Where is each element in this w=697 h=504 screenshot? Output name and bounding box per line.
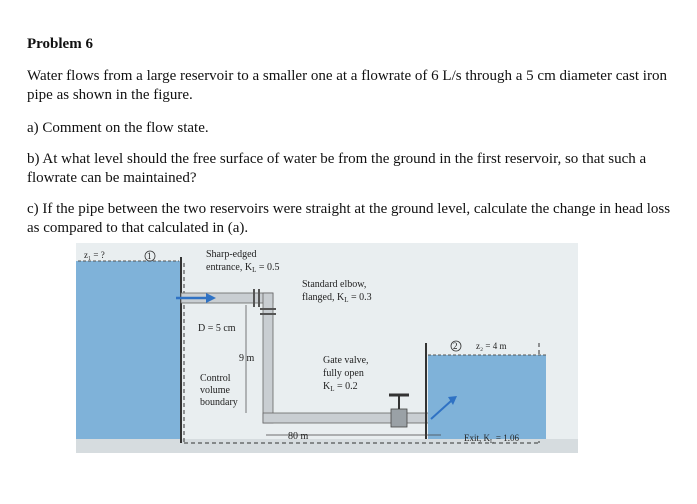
point-2-label: 2 (453, 341, 458, 351)
entrance-label-line1: Sharp-edged (206, 249, 257, 260)
part-c: c) If the pipe between the two reservoirs were straight at the ground level, calculate the change in head loss as compared to that calculated in (a). (27, 201, 671, 236)
control-volume-label-line3: boundary (200, 397, 238, 408)
vertical-length-label: 9 m (239, 353, 255, 364)
pipe-lower-horizontal (263, 413, 443, 423)
valve-label-line3: $K_L = 0.2$ (323, 381, 358, 393)
pipe-system-figure (76, 243, 578, 453)
part-a: a) Comment on the flow state. (27, 120, 209, 136)
z2-label: z₂ = 4 m (476, 341, 507, 351)
elbow-label-line1: Standard elbow, (302, 279, 367, 290)
valve-label-line1: Gate valve, (323, 355, 369, 366)
problem-intro: Water flows from a large reservoir to a smaller one at a flowrate of 6 L/s through a 5 cm diameter cast iron pipe as shown in the figure. (27, 68, 667, 103)
control-volume-label-line2: volume (200, 385, 230, 396)
part-b: b) At what level should the free surface of water be from the ground in the first reservoir, so that such a flowrate can be maintained? (27, 151, 647, 186)
z1-label: z₁ = ? (84, 250, 105, 260)
control-volume-label-line1: Control (200, 373, 231, 384)
gate-valve-body (391, 409, 407, 427)
elbow-label-line2: flanged, $K_L = 0.3$ (302, 292, 372, 304)
point-1-label: 1 (147, 251, 152, 261)
exit-label: Exit, $K_L = 1.06$ (464, 433, 519, 445)
problem-title: Problem 6 (27, 36, 93, 52)
diameter-label: D = 5 cm (198, 323, 236, 334)
reservoir-2-water (428, 355, 546, 439)
pipe-vertical (263, 293, 273, 423)
horizontal-length-label: 80 m (288, 431, 309, 442)
entrance-label-line2: entrance, $K_L = 0.5$ (206, 262, 280, 274)
reservoir-1-water (76, 261, 181, 439)
valve-label-line2: fully open (323, 368, 364, 379)
